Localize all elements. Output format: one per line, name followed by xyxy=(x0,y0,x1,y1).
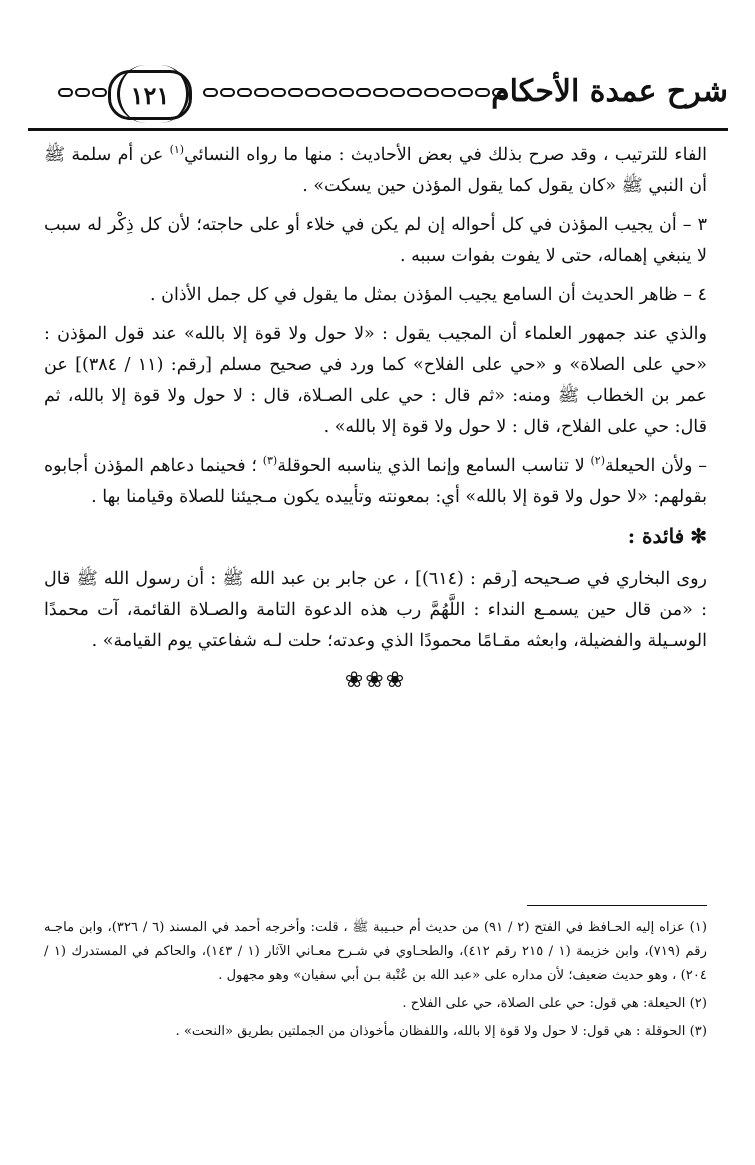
paragraph-tarteeb: الفاء للترتيب ، وقد صرح بذلك في بعض الأحاديث : منها ما رواه النسائي$^{(١)}$ عن أم سلمة ﷺ أن النبي ﷺ «كان يقول كما يقول المؤذن حين يسكت» . xyxy=(44,143,707,196)
page-header xyxy=(28,68,728,130)
header-rule xyxy=(28,128,728,131)
chain-ornament-right xyxy=(203,88,507,100)
footnote-ref-1: (١) xyxy=(169,143,185,157)
footnote-ref-3: (٣) xyxy=(262,454,278,468)
footnote-1: (١) عزاه إليه الحـافظ في الفتح (٢ / ٩١) من حديث أم حبـيبة ﷺ ، قلت: وأخرجه أحمد في المسند (٦ / ٣٢٦)، وابن ماجـه رقم (٧١٩)، وابن خزيمة (١ / ٢١٥ رقم ٤١٢)، والطحـاوي في شـرح معـاني الآثار (١ / ١٤٣)، والحاكم في المستدرك (١ / ٢٠٤) ، وهو حديث ضعيف؛ لأن مداره على «عبد الله بن عُتْبة بـن أبي سفيان» وهو مجهول . xyxy=(44,920,708,983)
footnote-2: (٢) الحيعلة: هي قول: حي على الصلاة، حي على الفلاح . xyxy=(402,996,707,1011)
footnote-ref-2: (٢) xyxy=(590,454,605,468)
list-item-3: ٣ – أن يجيب المؤذن في كل أحواله إن لم يكن في خلاء أو على حاجته؛ لأن كل ذِكْر له سبب لا ينبغي إهماله، حتى لا يفوت بفوات سببه . xyxy=(44,215,707,266)
main-text xyxy=(44,140,707,696)
chain-ornament-left xyxy=(58,88,107,100)
footnote-divider xyxy=(527,905,707,906)
list-item-4: ٤ – ظاهر الحديث أن السامع يجيب المؤذن بمثل ما يقول في كل جمل الأذان . xyxy=(150,285,707,305)
page-number: ١٢١ xyxy=(108,70,192,120)
footnote-3: (٣) الحوقلة : هي قول: لا حول ولا قوة إلا بالله، واللفظان مأخوذان من الجملتين بطريق «النحت» . xyxy=(175,1024,707,1039)
footnotes xyxy=(44,916,707,1048)
section-heading-faeda: ✻فائدة : xyxy=(44,521,707,552)
paragraph-hayala: – ولأن الحيعلة$^{(٢)}$ لا تناسب السامع وإنما الذي يناسبه الحوقلة$^{(٣)}$ ؛ فحينما دعاهم المؤذن أجابوه بقولهم: «لا حول ولا قوة إلا بالله» أي: بمعونته وتأييده يكون مـجيئنا للصلاة وقيامنا بها . xyxy=(44,454,707,507)
paragraph-jumhur: والذي عند جمهور العلماء أن المجيب يقول : «لا حول ولا قوة إلا بالله» عند قول المؤذن : «حي على الصلاة» و «حي على الفلاح» كما ورد في صحيح مسلم [رقم: (١١ / ٣٨٤)] عن عمر بن الخطاب ﷺ ومنه: «ثم قال : حي على الصـلاة، قال : لا حول ولا قوة إلا بالله، ثم قال: حي على الفلاح، قال : لا حول ولا قوة إلا بالله» . xyxy=(44,324,707,437)
paragraph-bukhari: روى البخاري في صـحيحه [رقم : (٦١٤)] ، عن جابر بن عبد الله ﷺ : أن رسول الله ﷺ قال : «من قال حين يسمـع النداء : اللَّهُمَّ رب هذه الدعوة التامة والصـلاة القائمة، آت محمدًا الوسـيلة والفضيلة، وابعثه مقـامًا محمودًا الذي وعدته؛ حلت لـه شفاعتي يوم القيامة» . xyxy=(44,569,707,651)
book-title: شرح عمدة الأحكام xyxy=(491,74,728,109)
flower-ornament: ❀❀❀ xyxy=(344,668,407,693)
asterisk-icon: ✻ xyxy=(690,524,707,548)
